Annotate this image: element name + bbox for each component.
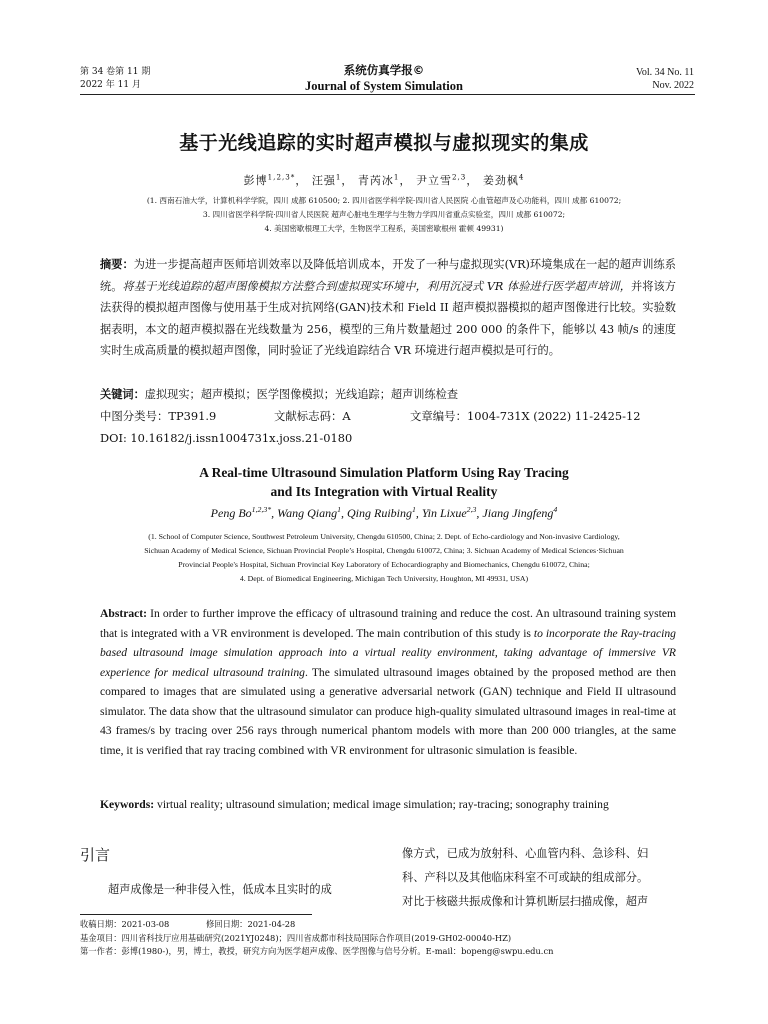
abstract-cn-part2: 将基于光线追踪的超声图像模拟方法整合到虚拟现实环境中，利用沉浸式 VR 体验进行医学超声培训， [122,279,631,293]
article-value: 1004-731X (2022) 11-2425-12 [466,409,641,423]
header-date-cn-text: 2022 年 11 月 [80,80,141,90]
paper-title-en [0,463,768,501]
classification-row [100,408,680,424]
abstract-cn-label: 摘要： [100,258,134,271]
author-cn-1: 彭博 [243,174,268,187]
affiliation-cn-line: 4. 美国密歇根理工大学，生物医学工程系，美国密歇根州 霍顿 49931) [264,224,504,233]
doi: DOI: 10.16182/j.issn1004731x.joss.21-0180 [100,431,353,445]
author-en-5-sup: 4 [553,505,558,514]
authors-en: Peng $Bo^{1,2,3*}$, Wang Qiang$^1$, Qing Ruibing$^1$, Yin Lixue$^{2,3}$, Jiang Jingfeng$^4$ [210,505,558,520]
author-cn-4: 尹立雪 [415,174,452,187]
affiliation-en-line: Provincial People's Hospital, Sichuan Provincial Key Laboratory of Echocardiography and Biomechanics, Chengdu 610072, China; [178,560,590,569]
header-volume-cn-text: 第 34 卷第 11 期 [80,67,151,77]
header-date-en-text: Nov. 2022 [652,80,694,91]
abstract-en [100,604,676,760]
author-en-2: Wang Qiang [277,506,338,520]
intro-right-line: 科、产科以及其他临床科室不可或缺的组成部分。 [402,871,649,884]
affiliation-en-line: (1. School of Computer Science, Southwest Petroleum University, Chengdu 610500, China; 2. Dept. of Echo-cardiology and Non-invasive Cardiology, [148,532,620,541]
journal-name-en: Journal of System Simulation [304,79,463,93]
clc-value: TP391.9 [168,409,217,423]
abstract-cn-part1: 为进一步提高超声医师培训效率以及降低培训成本，开发了一种与虚拟现实(VR)环境集成在一起的超声训练系统。 [100,258,676,293]
author-cn-2: 汪强 [311,174,336,187]
affiliation-en-line: 4. Dept. of Biomedical Engineering, Michigan Tech University, Houghton, MI 49931, USA) [239,574,529,583]
section-heading-intro: 引言 [80,846,111,864]
keywords-en [100,795,676,815]
intro-right-column [402,842,702,914]
abstract-en-part3: . The simulated ultrasound images obtained by the proposed method are then compared to images that are simulated using a generative adversarial network (GAN) technique and Field II ultrasound simulator. The data show that the ultrasound simulator can produce high-quality simulated ultrasound images in real-time at 43 frames/s by tracing over 256 rays through numerical phantom models with more than 200 000 triangles, at the same time, it is verified that ray tracing combined with VR environment for ultrasonic simulation is feasible. [100,665,677,757]
abstract-en-part2: to incorporate the Ray-tracing based ultrasound image simulation approach into a virtual reality environment, taking advantage of immersive VR experience for medical ultrasound training [100,626,676,679]
received-date: 2021-03-08 [121,919,170,929]
author-cn-4-sup: 2,3 [451,172,467,182]
footnote-dates [80,918,700,932]
author-en-1-sup: 1,2,3* [251,505,272,514]
paper-title-en-line1: A Real-time Ultrasound Simulation Platform Using Ray Tracing [199,465,569,480]
affiliations-cn [70,194,698,236]
abstract-cn [100,254,676,362]
header-volume-en-text: Vol. 34 No. 11 [635,67,694,78]
doc-code [274,408,351,424]
keywords-en-text: virtual reality; ultrasound simulation; medical image simulation; ray-tracing; sonography training [157,798,609,811]
author-cn-1-sup: 1,2,3* [267,172,296,182]
author-en-3-sup: 1 [411,505,416,514]
affiliation-en-line: Sichuan Academy of Medical Science, Sichuan Provincial People’s Hospital, Chengdu 610072, China; 3. Sichuan Academy of Medical Sciences·Sichuan [144,546,624,555]
author-en-4: Yin Lixue [421,506,467,520]
author-en-2-sup: 1 [337,505,341,514]
keywords-cn-text: 虚拟现实；超声模拟；医学图像模拟；光线追踪；超声训练检查 [144,388,459,401]
footnotes [80,918,700,959]
author-cn-2-sup: 1 [335,172,342,182]
article-number [410,408,640,424]
clc-label: 中图分类号： [100,409,169,423]
footnote-rule [80,914,312,915]
affiliation-cn-line: (1. 西南石油大学，计算机科学学院，四川 成都 610500; 2. 四川省医学科学院·四川省人民医院 心血管超声及心功能科，四川 成都 610072; [146,196,622,205]
keywords-cn-label: 关键词： [100,388,145,401]
header-volume-en [636,66,694,92]
header-rule [80,94,695,95]
author-cn-3: 青芮冰 [357,174,394,187]
author-en-5: Jiang Jingfeng [482,506,554,520]
author-en-4-sup: 2,3 [466,505,477,514]
abstract-cn-part3: 并将该方法获得的模拟超声图像与使用基于生成对抗网络(GAN)技术和 Field II 超声模拟器模拟的超声图像进行比较。实验数据表明，本文的超声模拟器在光线数量为 256，模型的三角片数量超过 200 000 的条件下，能够以 43 帧/s 的速度实时生成高质量的模拟超声图像，同时验证了光线追踪结合 VR 环境进行超声模拟是可行的。 [100,279,676,357]
footnote-fund: 基金项目：四川省科技厅应用基础研究(2021YJ0248)；四川省成都市科技局国际合作项目(2019-GH02-00040-HZ) [80,932,512,943]
revised-date: 2021-04-28 [247,919,296,929]
author-cn-5-sup: 4 [518,172,525,182]
affiliation-cn-line: 3. 四川省医学科学院·四川省人民医院 超声心脏电生理学与生物力学四川省重点实验室，四川 成都 610072; [202,210,566,219]
keywords-en-label: Keywords: [100,798,155,811]
intro-right-line: 对比于核磁共振成像和计算机断层扫描成像，超声 [402,895,649,908]
author-cn-5: 姜劲枫 [482,174,519,187]
abstract-en-label: Abstract: [100,607,148,620]
abstract-en-part1: In order to further improve the efficacy of ultrasound training and reduce the cost. An ultrasound training system that is integrated with a VR environment is developed. The main contribution of this study is [100,607,676,640]
paper-title-en-line2: and Its Integration with Virtual Reality [270,484,498,499]
author-en-1: Peng Bo [210,506,252,520]
keywords-cn [100,384,676,406]
doc-label: 文献标志码： [274,409,343,423]
affiliations-en [60,530,708,586]
doc-value: A [342,409,351,423]
authors-cn: 彭博$^{1,2,3*}$， 汪强$^1$， 青芮冰$^1$， 尹立雪$^{2,3}$， 姜劲枫$^4$ [243,172,525,187]
revised-label: 修回日期： [205,919,248,929]
intro-right-line: 像方式，已成为放射科、心血管内科、急诊科、妇 [402,847,649,860]
received-label: 收稿日期： [80,919,122,929]
footnote-author: 第一作者：彭博(1980-)，男，博士，教授，研究方向为医学超声成像、医学图像与信号分析。E-mail：bopeng@swpu.edu.cn [80,946,554,956]
journal-name-cn: 系统仿真学报© [343,63,425,77]
paper-title-cn: 基于光线追踪的实时超声模拟与虚拟现实的集成 [179,132,589,154]
article-label: 文章编号： [410,409,467,423]
author-cn-3-sup: 1 [393,172,400,182]
intro-left-text: 超声成像是一种非侵入性，低成本且实时的成 [108,883,332,896]
author-en-3: Qing Ruibing [346,506,412,520]
